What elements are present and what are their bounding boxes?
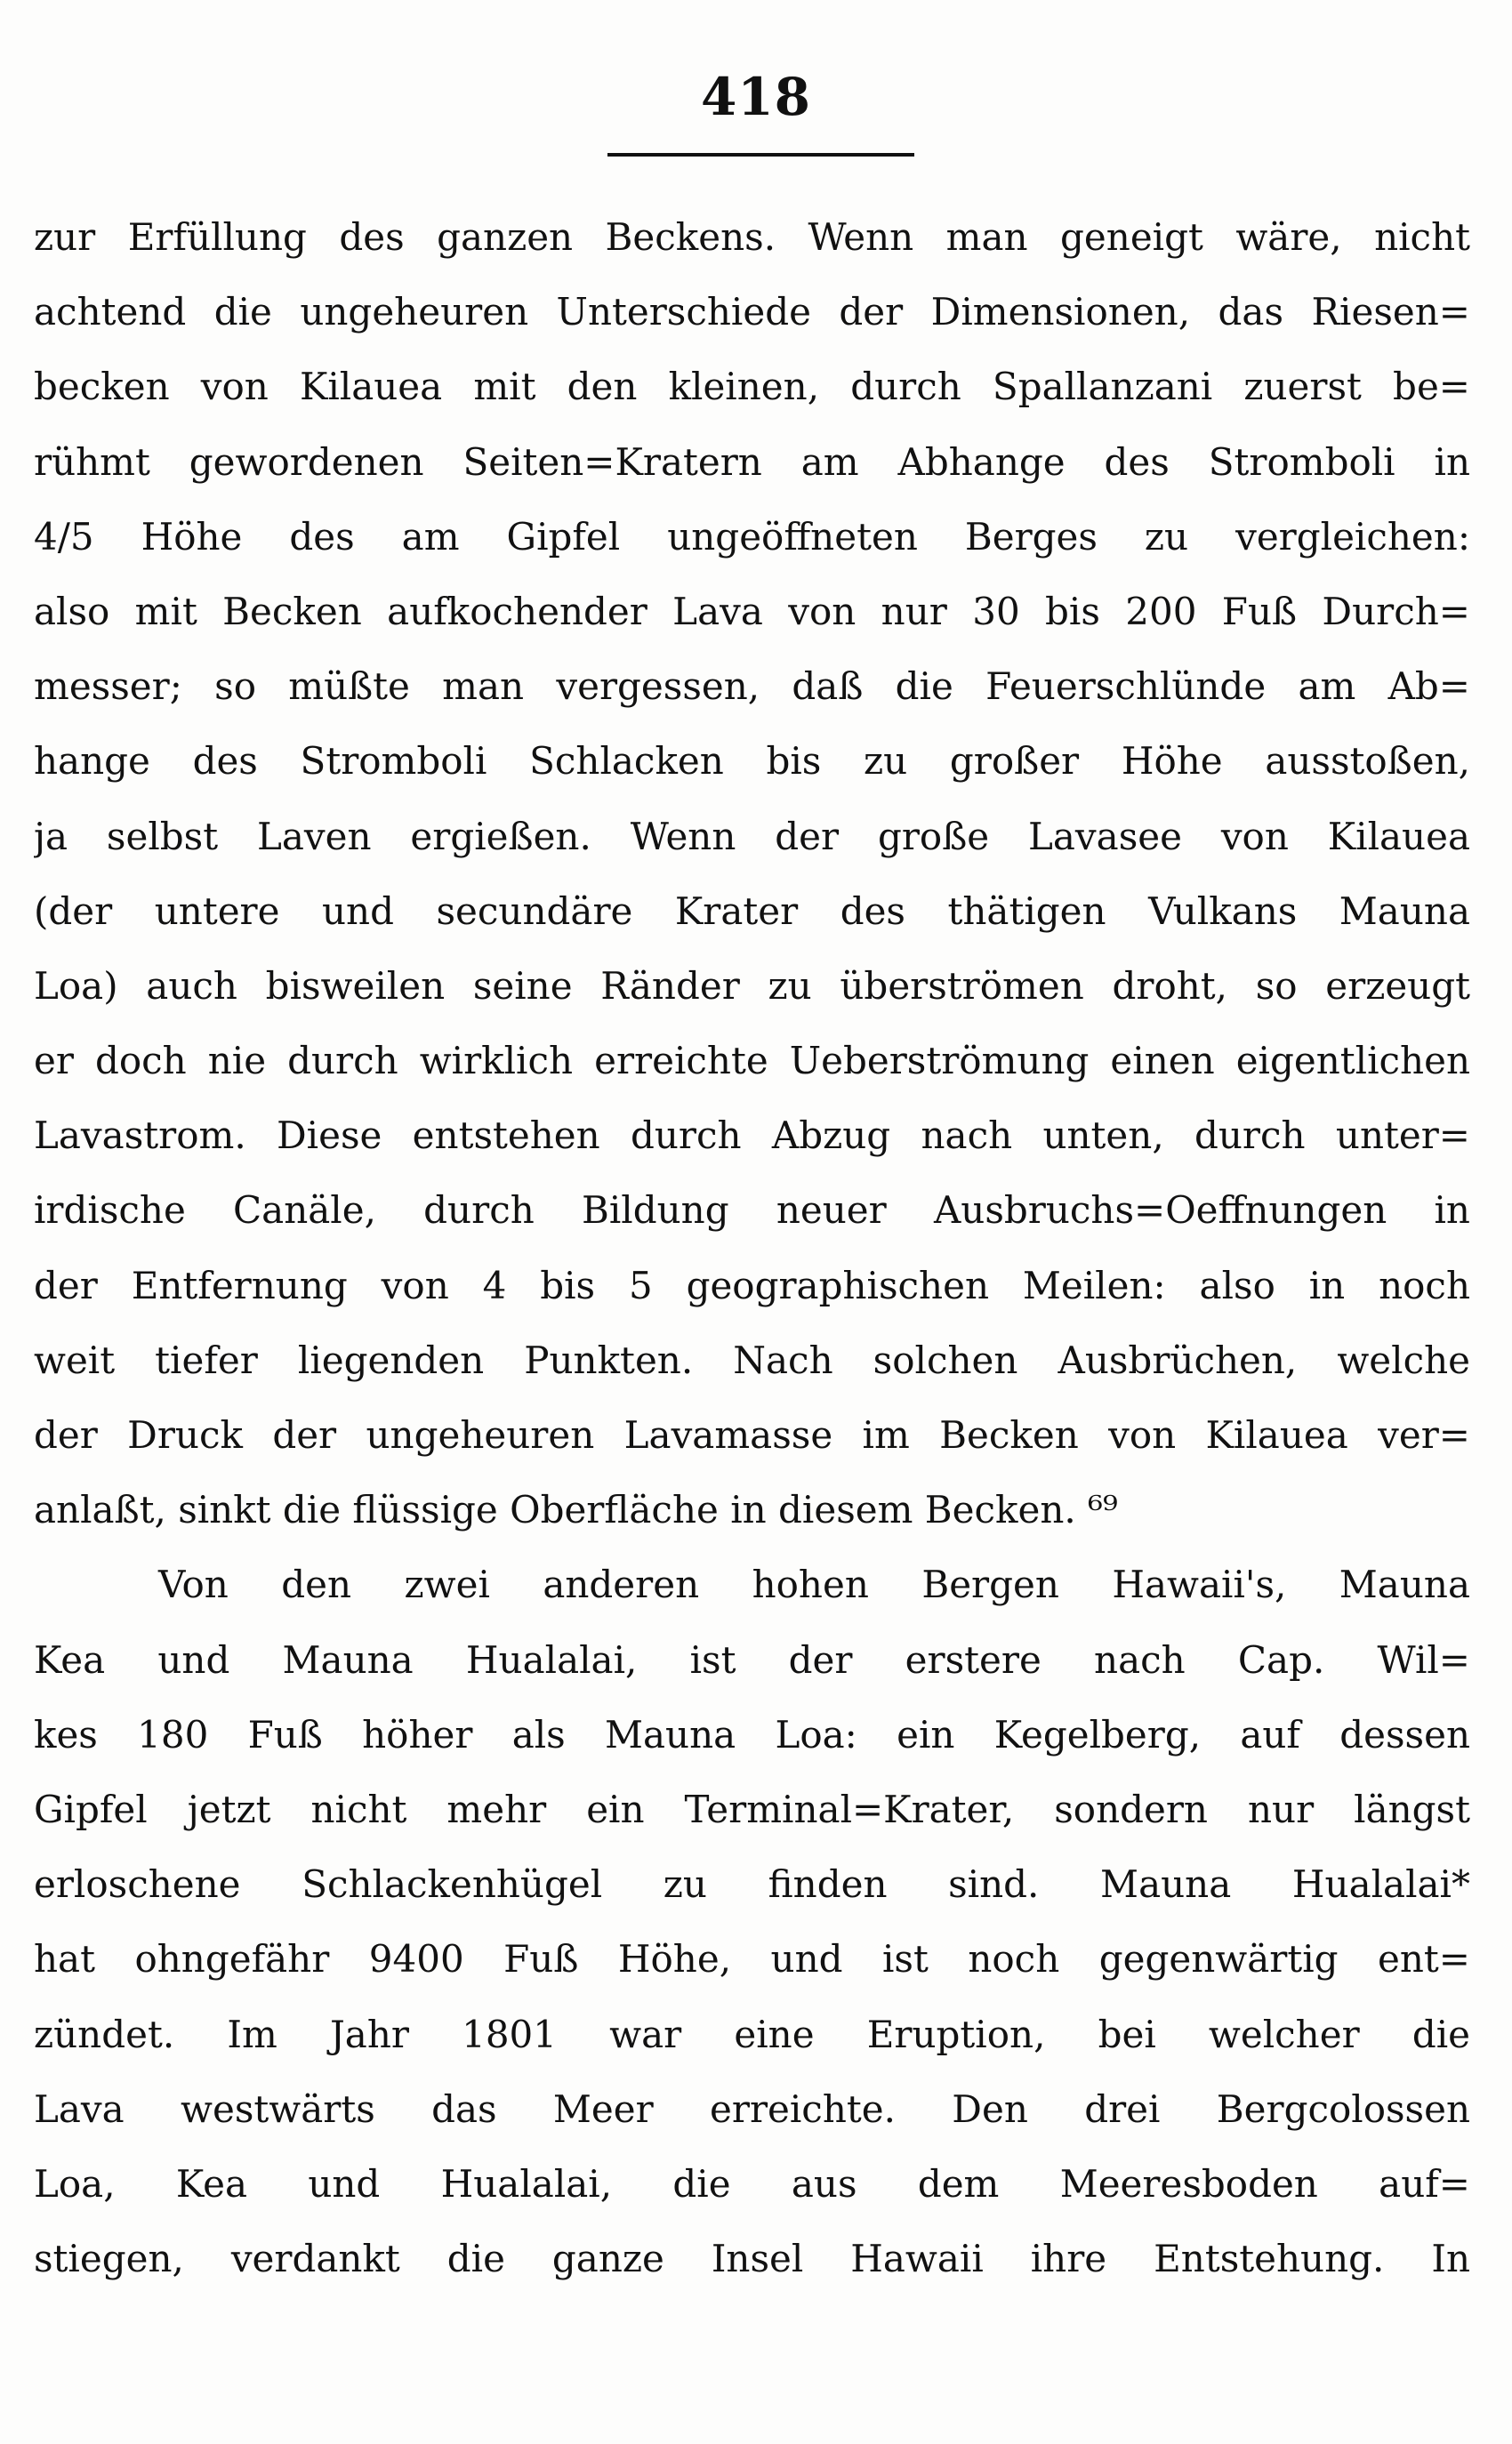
text-line: Kea und Mauna Hualalai, ist der erstere nach Cap. Wil= (34, 1637, 1470, 1682)
text-line: Loa, Kea und Hualalai, die aus dem Meeresboden auf= (34, 2161, 1470, 2206)
text-line: irdische Canäle, durch Bildung neuer Ausbruchs=Oeffnungen in (34, 1188, 1470, 1233)
text-line: der Druck der ungeheuren Lavamasse im Becken von Kilauea ver= (34, 1413, 1470, 1457)
text-line: hange des Stromboli Schlacken bis zu großer Höhe ausstoßen, (34, 739, 1470, 784)
text-line: weit tiefer liegenden Punkten. Nach solchen Ausbrüchen, welche (34, 1338, 1470, 1382)
text-line: Gipfel jetzt nicht mehr ein Terminal=Krater, sondern nur längst (34, 1787, 1470, 1831)
text-line: erloschene Schlackenhügel zu finden sind. Mauna Hualalai* (34, 1862, 1470, 1907)
text-line: Loa) auch bisweilen seine Ränder zu überströmen droht, so erzeugt (34, 963, 1470, 1008)
text-line: (der untere und secundäre Krater des thätigen Vulkans Mauna (34, 888, 1470, 933)
text-line: kes 180 Fuß höher als Mauna Loa: ein Kegelberg, auf dessen (34, 1712, 1470, 1757)
text-line: rühmt gewordenen Seiten=Kratern am Abhange des Stromboli in (34, 439, 1470, 484)
body-text (34, 200, 1470, 2296)
text-line: zur Erfüllung des ganzen Beckens. Wenn man geneigt wäre, nicht (34, 215, 1470, 259)
text-line: Von den zwei anderen hohen Bergen Hawaii's, Mauna (158, 1563, 1470, 1607)
text-line: ja selbst Laven ergießen. Wenn der große Lavasee von Kilauea (34, 814, 1470, 858)
text-line: also mit Becken aufkochender Lava von nur 30 bis 200 Fuß Durch= (34, 589, 1470, 633)
text-line: hat ohngefähr 9400 Fuß Höhe, und ist noch gegenwärtig ent= (34, 1937, 1470, 1982)
text-line: 4/5 Höhe des am Gipfel ungeöffneten Berges zu vergleichen: (34, 514, 1470, 559)
text-line: messer; so müßte man vergessen, daß die Feuerschlünde am Ab= (34, 664, 1470, 709)
text-line: stiegen, verdankt die ganze Insel Hawaii ihre Entstehung. In (34, 2237, 1470, 2281)
text-line: zündet. Im Jahr 1801 war eine Eruption, bei welcher die (34, 2012, 1470, 2056)
text-line-with-footnote-ref: anlaßt, sinkt die flüssige Oberfläche in diesem Becken. ⁶⁹ (34, 1488, 1118, 1532)
paragraph-1 (34, 200, 1470, 1548)
page-number: 418 (700, 67, 812, 127)
text-line: becken von Kilauea mit den kleinen, durch Spallanzani zuerst be= (34, 365, 1470, 409)
text-line: er doch nie durch wirklich erreichte Ueberströmung einen eigentlichen (34, 1039, 1470, 1083)
text-line: Lava westwärts das Meer erreichte. Den drei Bergcolossen (34, 2086, 1470, 2131)
text-line: Lavastrom. Diese entstehen durch Abzug nach unten, durch unter= (34, 1113, 1470, 1158)
text-line: der Entfernung von 4 bis 5 geographischen Meilen: also in noch (34, 1263, 1470, 1307)
header-rule (607, 153, 914, 157)
text-line: achtend die ungeheuren Unterschiede der Dimensionen, das Riesen= (34, 290, 1470, 334)
paragraph-2 (34, 1548, 1470, 2296)
